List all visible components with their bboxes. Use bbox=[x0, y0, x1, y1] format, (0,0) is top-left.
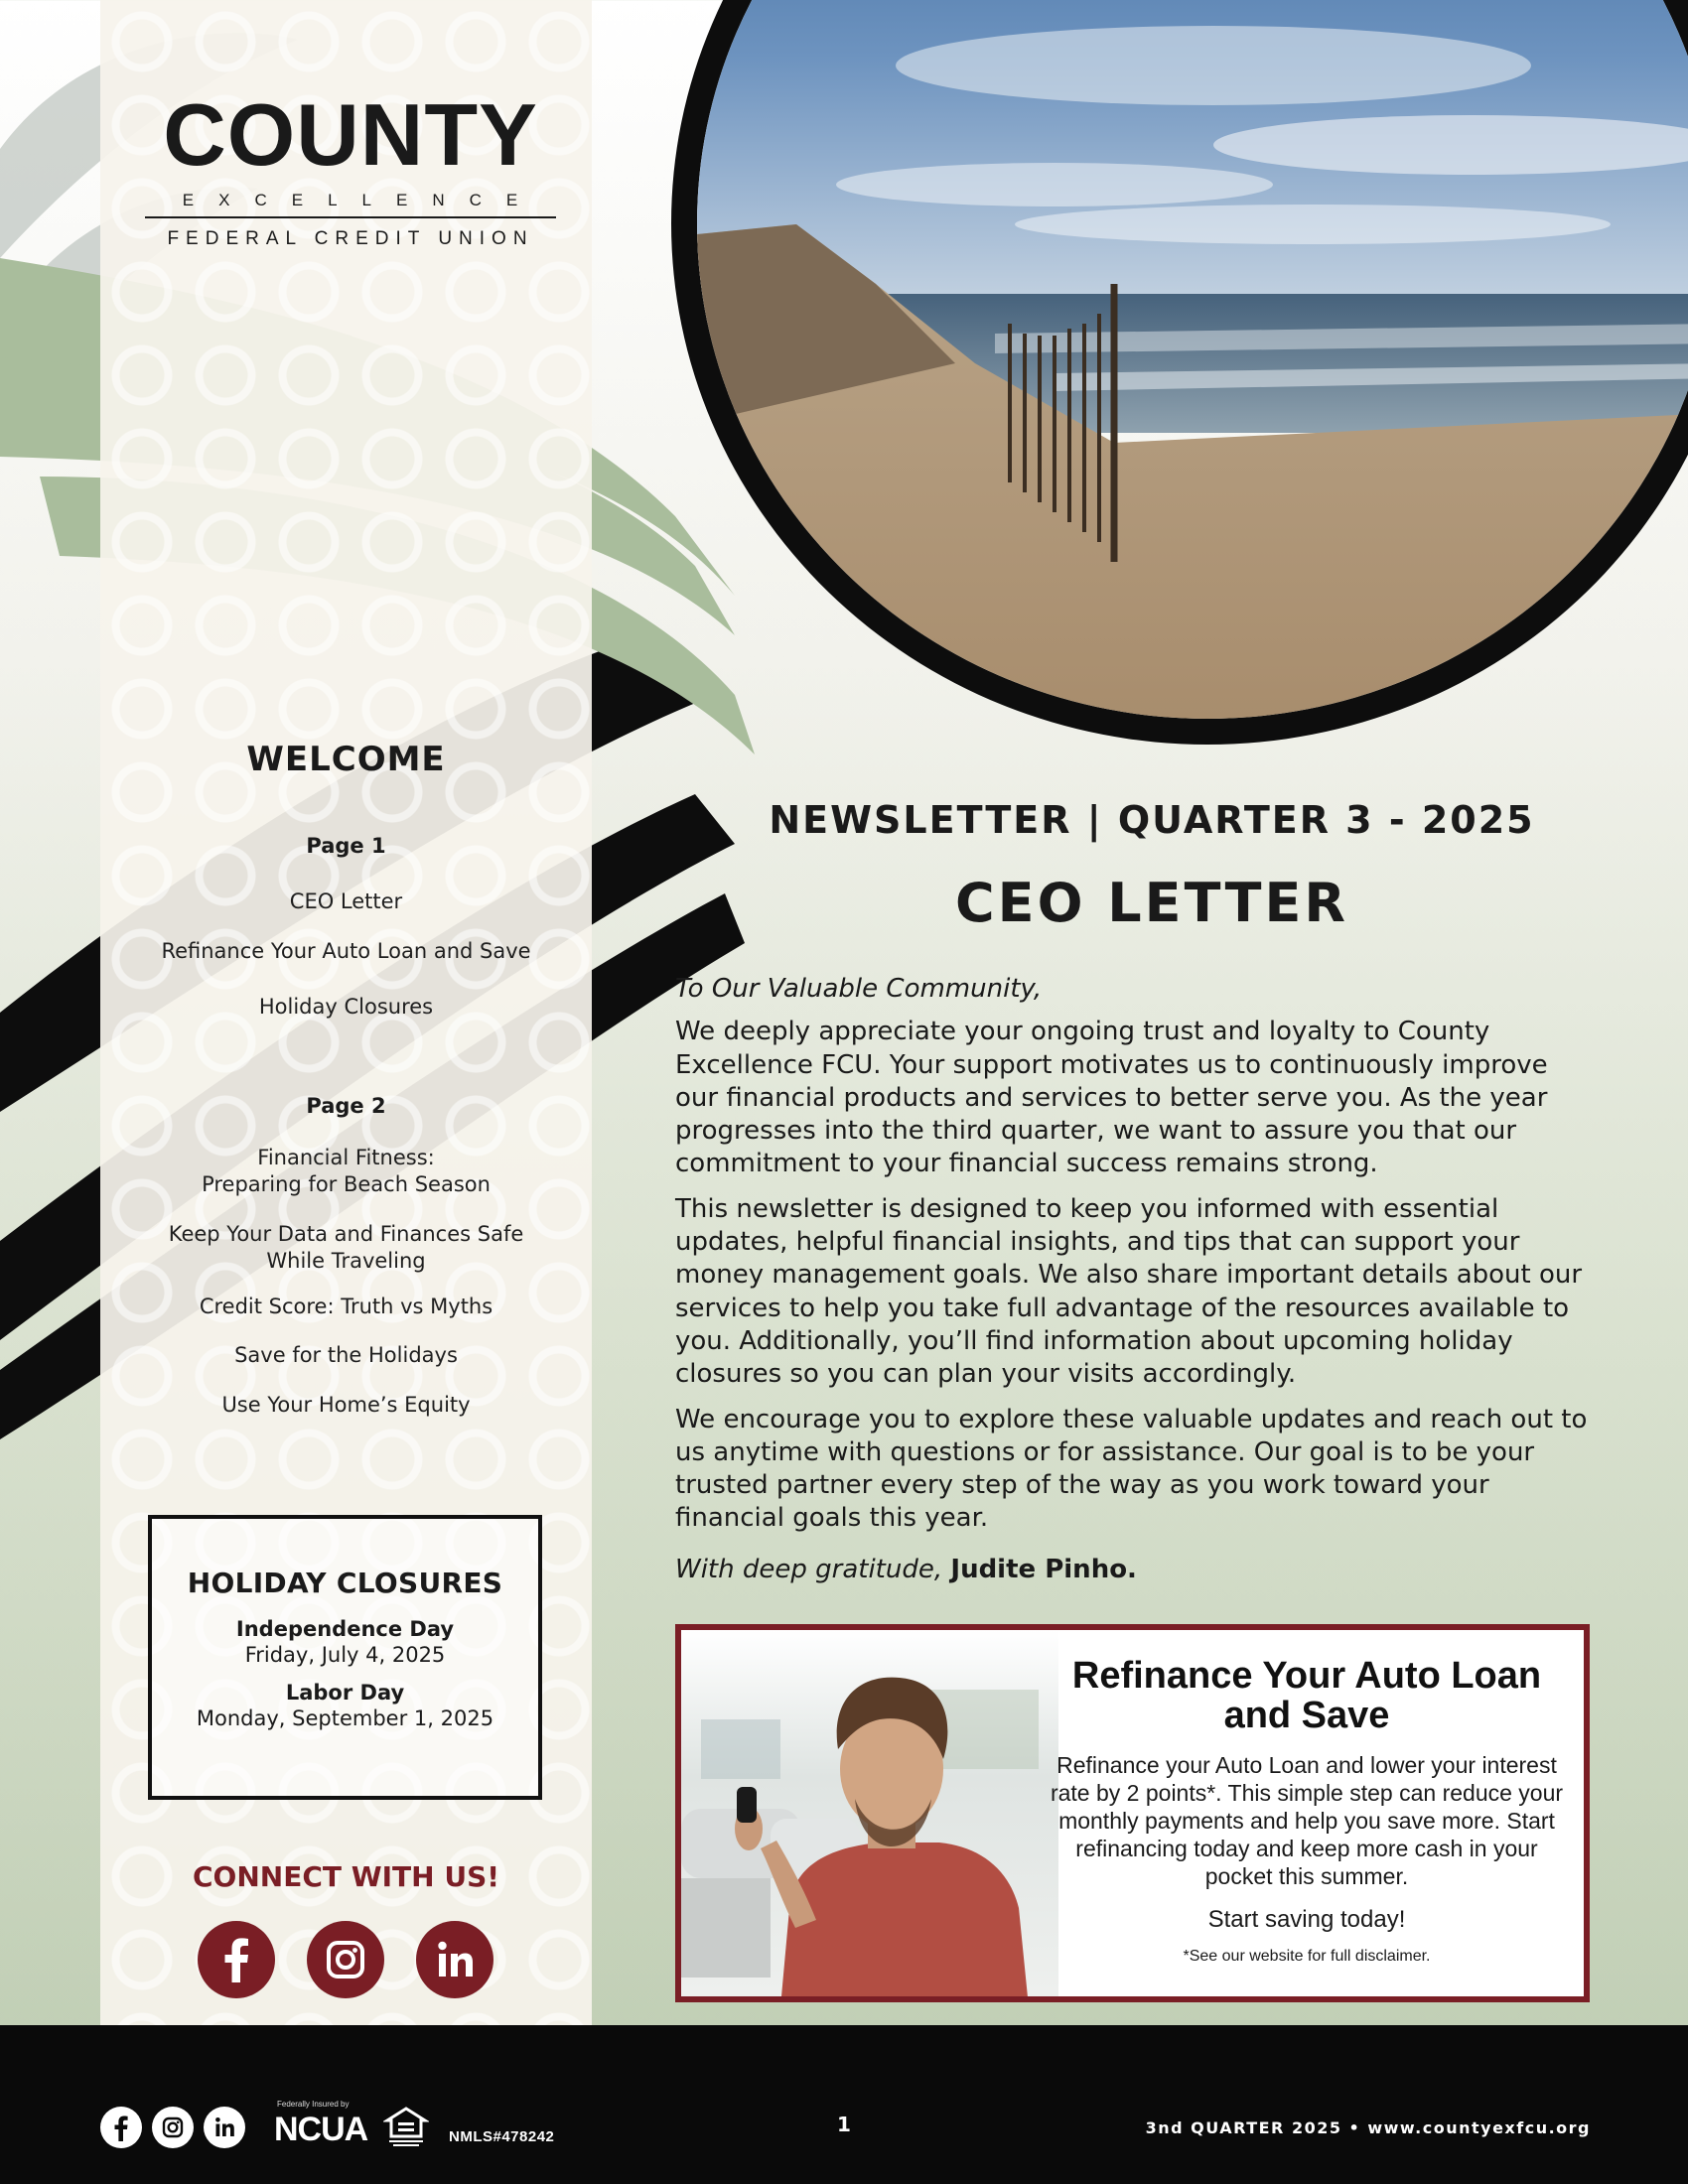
newsletter-label: NEWSLETTER | QUARTER 3 - 2025 bbox=[769, 798, 1535, 842]
page-number: 1 bbox=[837, 2113, 851, 2136]
footer-quarter-website[interactable]: 3nd QUARTER 2025 • www.countyexfcu.org bbox=[1145, 2118, 1591, 2137]
letter-paragraph: This newsletter is designed to keep you informed with essential updates, helpful financial insights, and tips that can support your money management goals. We also share important details about our services to help you take full advantage of the resources available to you. Additionally, you’ll find information about upcoming holiday closures so you can plan your visits accordingly. bbox=[675, 1193, 1583, 1390]
toc-item-credit-score[interactable]: Credit Score: Truth vs Myths bbox=[199, 1295, 493, 1318]
linkedin-icon[interactable] bbox=[204, 2107, 245, 2148]
instagram-icon[interactable] bbox=[152, 2107, 194, 2148]
nmls-number: NMLS#478242 bbox=[449, 2128, 555, 2145]
toc-item-financial-fitness[interactable] bbox=[100, 1145, 592, 1198]
toc-page2-label: Page 2 bbox=[306, 1094, 386, 1118]
toc-item-data-safe[interactable] bbox=[100, 1221, 592, 1275]
ncua-insured-label: Federally Insured by bbox=[277, 2100, 350, 2109]
toc-item-line: Keep Your Data and Finances Safe bbox=[168, 1222, 524, 1246]
toc-item-holiday-closures[interactable]: Holiday Closures bbox=[258, 995, 434, 1019]
holiday-name: Independence Day bbox=[235, 1617, 455, 1641]
logo-divider bbox=[145, 216, 556, 218]
letter-signoff bbox=[675, 1554, 1589, 1586]
connect-title: CONNECT WITH US! bbox=[193, 1860, 499, 1893]
welcome-title: WELCOME bbox=[246, 740, 446, 779]
letter-paragraph: We deeply appreciate your ongoing trust and loyalty to County Excellence FCU. Your support motivates us to continuously improve our financial products and services to better serve you. As the year progresses into the third quarter, we want to assure you that our commitment to your financial success remains strong. bbox=[675, 1017, 1548, 1179]
company-logo bbox=[137, 85, 564, 250]
toc-item-line: While Traveling bbox=[266, 1249, 426, 1273]
holiday-name: Labor Day bbox=[285, 1681, 405, 1705]
instagram-icon[interactable] bbox=[307, 1921, 384, 1998]
man-with-car-keys-photo bbox=[681, 1630, 1058, 1996]
ncua-logo: NCUA bbox=[274, 2111, 368, 2148]
holiday-date: Friday, July 4, 2025 bbox=[244, 1643, 446, 1667]
toc-item-ceo-letter[interactable]: CEO Letter bbox=[289, 889, 403, 913]
ceo-letter bbox=[675, 973, 1589, 1586]
toc-page1 bbox=[100, 834, 592, 858]
letter-paragraph: We encourage you to explore these valuable updates and reach out to us anytime with questions or for assistance. Our goal is to be your trusted partner every step of the way as you work toward your financial goals this year. bbox=[675, 1404, 1588, 1534]
facebook-icon[interactable] bbox=[100, 2107, 142, 2148]
footer-bar bbox=[0, 2025, 1688, 2184]
toc-item-save-holidays[interactable]: Save for the Holidays bbox=[234, 1343, 458, 1367]
holiday-title: HOLIDAY CLOSURES bbox=[187, 1567, 503, 1599]
logo-subtitle: FEDERAL CREDIT UNION bbox=[167, 228, 534, 249]
promo-title: Refinance Your Auto Loan and Save bbox=[1071, 1655, 1542, 1736]
toc-page1-label: Page 1 bbox=[306, 834, 386, 858]
letter-greeting: To Our Valuable Community, bbox=[675, 974, 1043, 1004]
holiday-closures-box bbox=[148, 1515, 542, 1800]
promo-cta[interactable]: Start saving today! bbox=[1207, 1906, 1406, 1933]
toc-item-line: Preparing for Beach Season bbox=[202, 1172, 491, 1196]
toc-page2 bbox=[100, 1094, 592, 1118]
signoff-text: With deep gratitude, bbox=[675, 1554, 943, 1584]
promo-text bbox=[1049, 1656, 1565, 1966]
linkedin-icon[interactable] bbox=[416, 1921, 493, 1998]
toc-item-home-equity[interactable]: Use Your Home’s Equity bbox=[221, 1393, 471, 1417]
refinance-promo[interactable] bbox=[675, 1624, 1590, 2002]
toc-item-line: Financial Fitness: bbox=[257, 1146, 435, 1169]
promo-disclaimer: *See our website for full disclaimer. bbox=[1183, 1948, 1431, 1965]
logo-wordmark: COUNTY bbox=[163, 85, 538, 184]
welcome-section bbox=[100, 740, 592, 779]
page-title: CEO LETTER bbox=[955, 872, 1348, 934]
holiday-date: Monday, September 1, 2025 bbox=[196, 1706, 494, 1730]
signature-name: Judite Pinho. bbox=[950, 1554, 1137, 1584]
facebook-icon[interactable] bbox=[198, 1921, 275, 1998]
logo-excellence: EXCELLENCE bbox=[182, 191, 543, 209]
toc-item-refinance[interactable]: Refinance Your Auto Loan and Save bbox=[161, 939, 531, 963]
promo-body: Refinance your Auto Loan and lower your interest rate by 2 points*. This simple step can reduce your monthly payments and help you save more. Start refinancing today and keep more cash in your pocket this summer. bbox=[1050, 1752, 1564, 1889]
equal-housing-icon bbox=[383, 2105, 429, 2148]
